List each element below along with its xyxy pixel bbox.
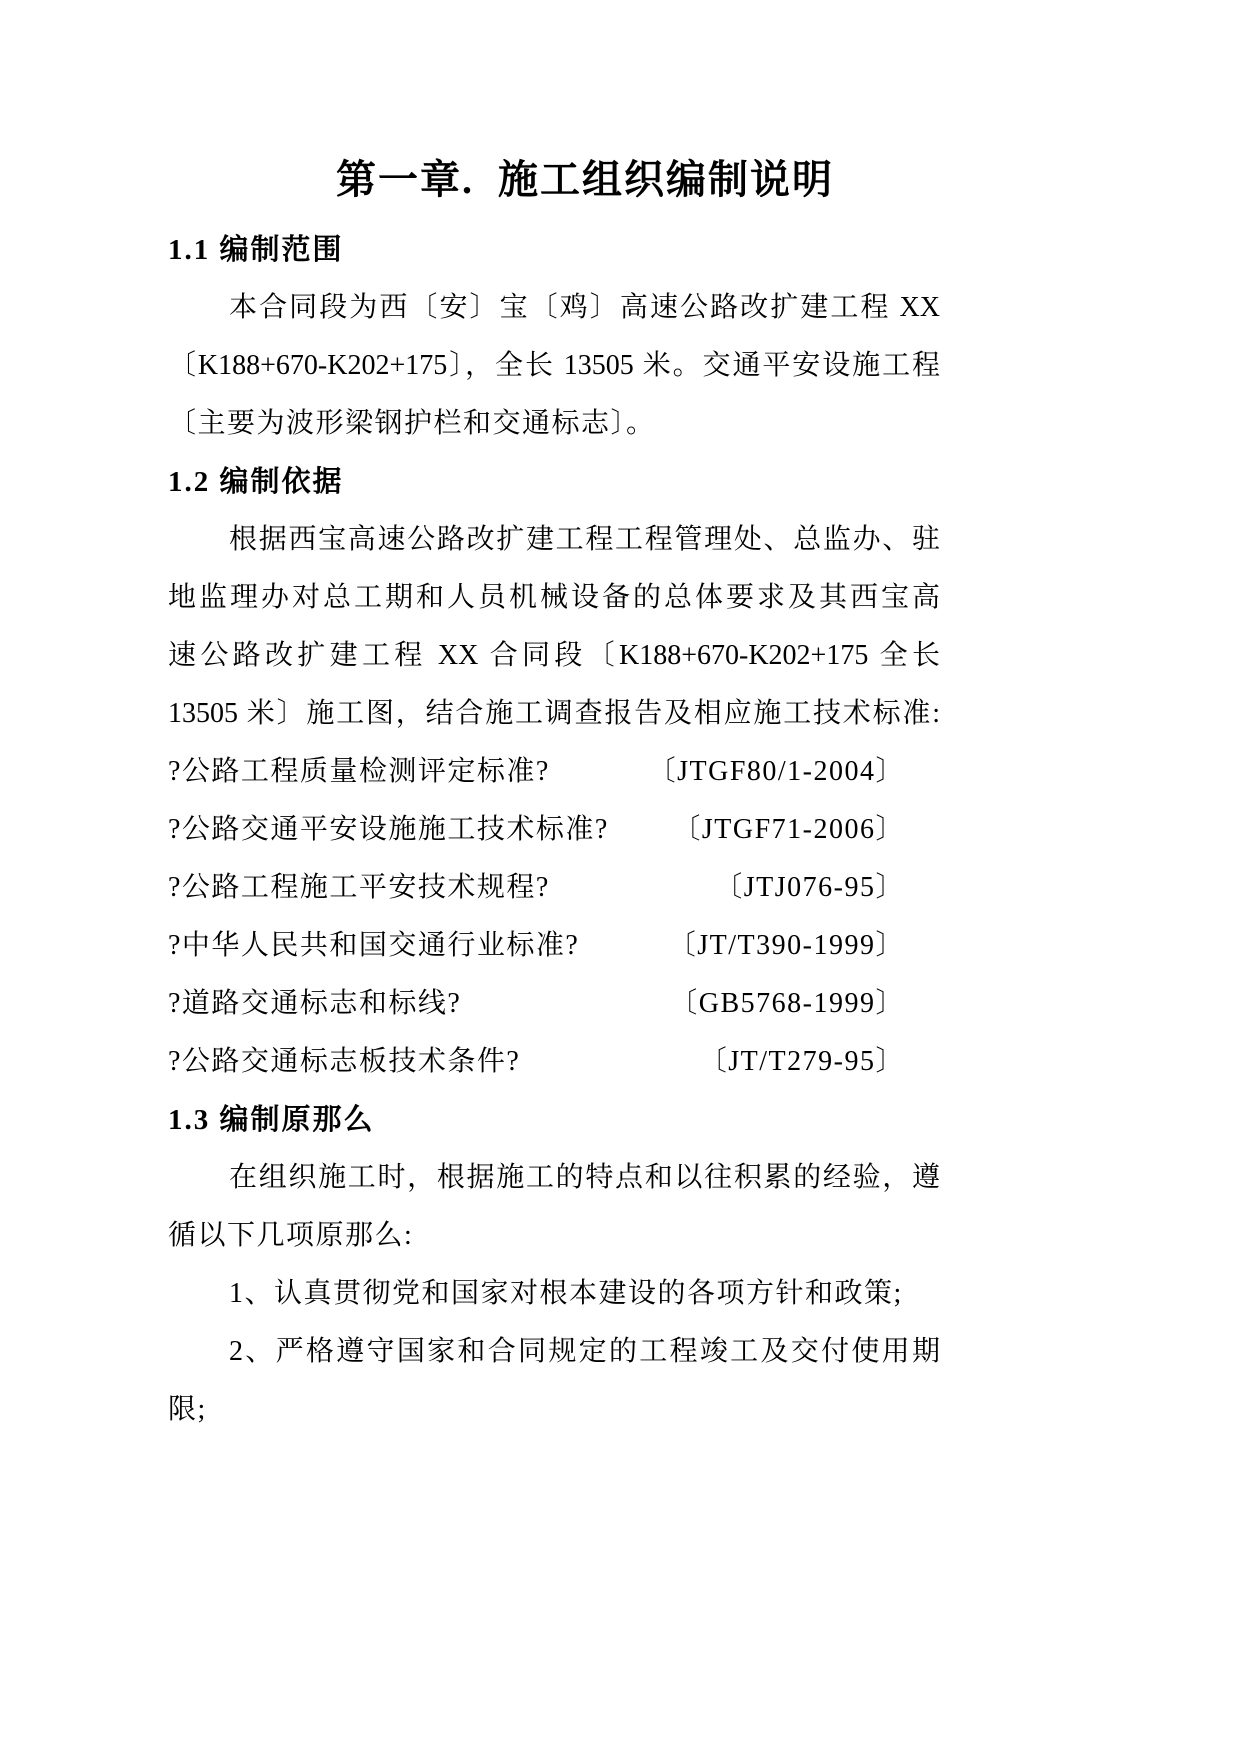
standard-item — [168, 859, 905, 917]
paragraph-line: 1、认真贯彻党和国家对根本建设的各项方针和政策; — [229, 1278, 903, 1309]
section-1-2 — [168, 453, 940, 1091]
standard-code: 〔JTGF71-2006〕 — [672, 814, 905, 845]
paragraph-line: 循以下几项原那么: — [168, 1220, 414, 1251]
standard-name: ?道路交通标志和标线? — [168, 988, 462, 1019]
standard-item — [168, 917, 905, 975]
standard-code: 〔JT/T390-1999〕 — [667, 930, 905, 961]
section-heading: 1.1 编制范围 — [168, 234, 344, 266]
standard-code: 〔JTGF80/1-2004〕 — [647, 756, 905, 787]
standards-list — [168, 743, 940, 1091]
paragraph-line: 本合同段为西〔安〕宝〔鸡〕高速公路改扩建工程 XX — [229, 292, 940, 323]
standard-name: ?公路工程质量检测评定标准? — [168, 756, 550, 787]
standard-item — [168, 801, 905, 859]
document-body — [168, 221, 940, 1439]
paragraph-line: 地监理办对总工期和人员机械设备的总体要求及其西宝高 — [168, 582, 940, 613]
standard-item — [168, 975, 905, 1033]
section-heading: 1.2 编制依据 — [168, 466, 344, 498]
paragraph-line: 〔主要为波形梁钢护栏和交通标志〕。 — [168, 408, 656, 439]
paragraph-line: 2、严格遵守国家和合同规定的工程竣工及交付使用期 — [229, 1336, 940, 1367]
standard-item — [168, 743, 905, 801]
paragraph-line: 13505 米〕施工图，结合施工调查报告及相应施工技术标准: — [168, 698, 940, 729]
standard-name: ?公路交通平安设施施工技术标准? — [168, 814, 609, 845]
standard-code: 〔JT/T279-95〕 — [698, 1046, 905, 1077]
paragraph-line: 速公路改扩建工程 XX 合同段〔K188+670-K202+175 全长 — [168, 640, 940, 671]
section-1-1 — [168, 221, 940, 453]
standard-name: ?中华人民共和国交通行业标准? — [168, 930, 580, 961]
standard-name: ?公路工程施工平安技术规程? — [168, 872, 550, 903]
section-1-3 — [168, 1091, 940, 1439]
paragraph-line: 在组织施工时，根据施工的特点和以往积累的经验，遵 — [229, 1162, 940, 1193]
chapter-title: 第一章. 施工组织编制说明 — [336, 157, 834, 202]
standard-name: ?公路交通标志板技术条件? — [168, 1046, 521, 1077]
paragraph-line: 限; — [168, 1394, 207, 1425]
standard-item — [168, 1033, 905, 1091]
standard-code: 〔JTJ076-95〕 — [714, 872, 905, 903]
paragraph-line: 根据西宝高速公路改扩建工程工程管理处、总监办、驻 — [229, 524, 940, 555]
section-heading: 1.3 编制原那么 — [168, 1104, 375, 1136]
standard-code: 〔GB5768-1999〕 — [669, 988, 905, 1019]
paragraph-line: 〔K188+670-K202+175〕，全长 13505 米。交通平安设施工程 — [168, 350, 940, 381]
